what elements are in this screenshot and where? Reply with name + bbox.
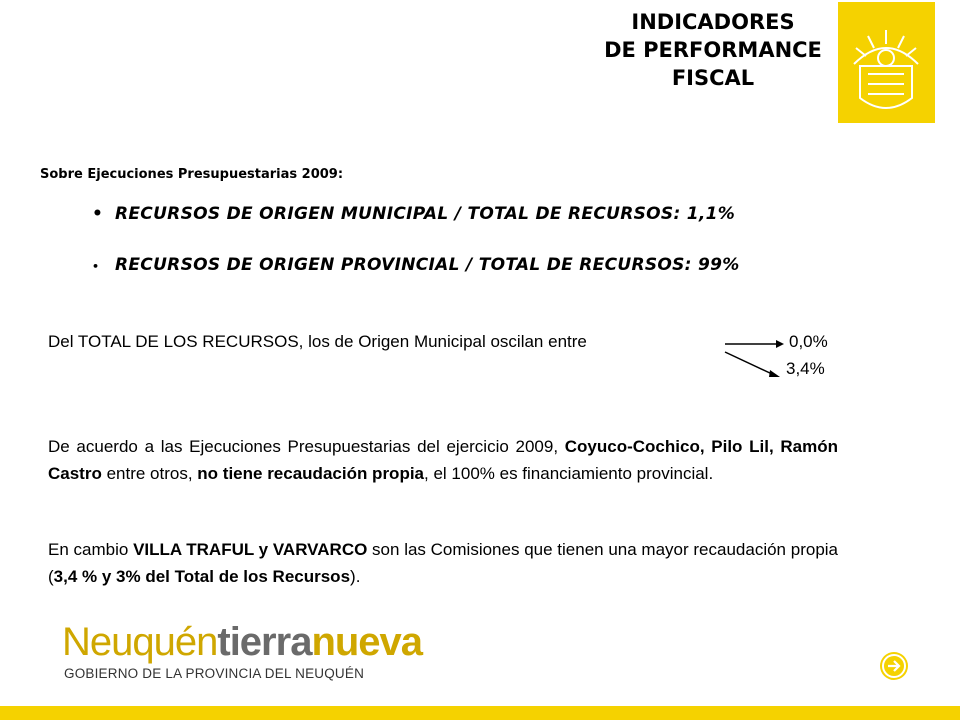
paragraph-text: En cambio [48, 540, 134, 559]
logo-word: Neuquén [62, 620, 218, 664]
paragraph-bold: VILLA TRAFUL y VARVARCO [133, 540, 368, 559]
paragraph-1 [48, 433, 838, 487]
government-logo [62, 620, 422, 665]
sun-shield-icon [838, 2, 935, 123]
paragraph-text: ). [350, 567, 361, 586]
logo-subtitle: GOBIERNO DE LA PROVINCIA DEL NEUQUÉN [64, 666, 365, 681]
logo-word: nueva [311, 620, 423, 664]
paragraph-text: , el 100% es financiamiento provincial. [424, 464, 714, 483]
range-text: Del TOTAL DE LOS RECURSOS, los de Origen Municipal oscilan entre [48, 332, 587, 351]
paragraph-text: son las Comisiones que tienen una mayor recaudación propia ( [48, 540, 839, 586]
bullet-item [92, 204, 735, 224]
section-subtitle: Sobre Ejecuciones Presupuestarias 2009: [40, 167, 344, 182]
bullet-icon: • [92, 204, 104, 224]
province-emblem [838, 2, 935, 123]
title-line-1: INDICADORES [631, 10, 795, 34]
paragraph-bold: no tiene recaudación propia [197, 464, 425, 483]
next-slide-button[interactable] [880, 652, 908, 680]
paragraph-text: entre otros, [101, 464, 198, 483]
footer-bar [0, 706, 960, 720]
bullet-item [92, 255, 740, 275]
bullet-icon: • [92, 260, 100, 273]
range-arrows-icon [720, 330, 790, 380]
paragraph-text: De acuerdo a las Ejecuciones Presupuestarias del ejercicio 2009, [48, 437, 565, 456]
page-title [592, 8, 834, 92]
paragraph-2 [48, 536, 838, 590]
title-line-3: FISCAL [671, 66, 755, 90]
range-min-value: 0,0% [789, 332, 828, 351]
bullet-value: 99% [698, 255, 740, 275]
arrow-right-circle-icon [880, 652, 908, 680]
logo-word: tierra [217, 620, 312, 664]
bullet-label: RECURSOS DE ORIGEN PROVINCIAL / TOTAL DE RECURSOS: [115, 255, 692, 275]
bullet-value: 1,1% [686, 204, 736, 224]
bullet-label: RECURSOS DE ORIGEN MUNICIPAL / TOTAL DE RECURSOS: [115, 204, 681, 224]
paragraph-bold: 3,4 % y 3% del Total de los Recursos [53, 567, 351, 586]
paragraph-bold: Coyuco-Cochico, Pilo Lil, Ramón Castro [48, 437, 838, 483]
range-max-value: 3,4% [786, 359, 825, 378]
title-line-2: DE PERFORMANCE [604, 38, 822, 62]
